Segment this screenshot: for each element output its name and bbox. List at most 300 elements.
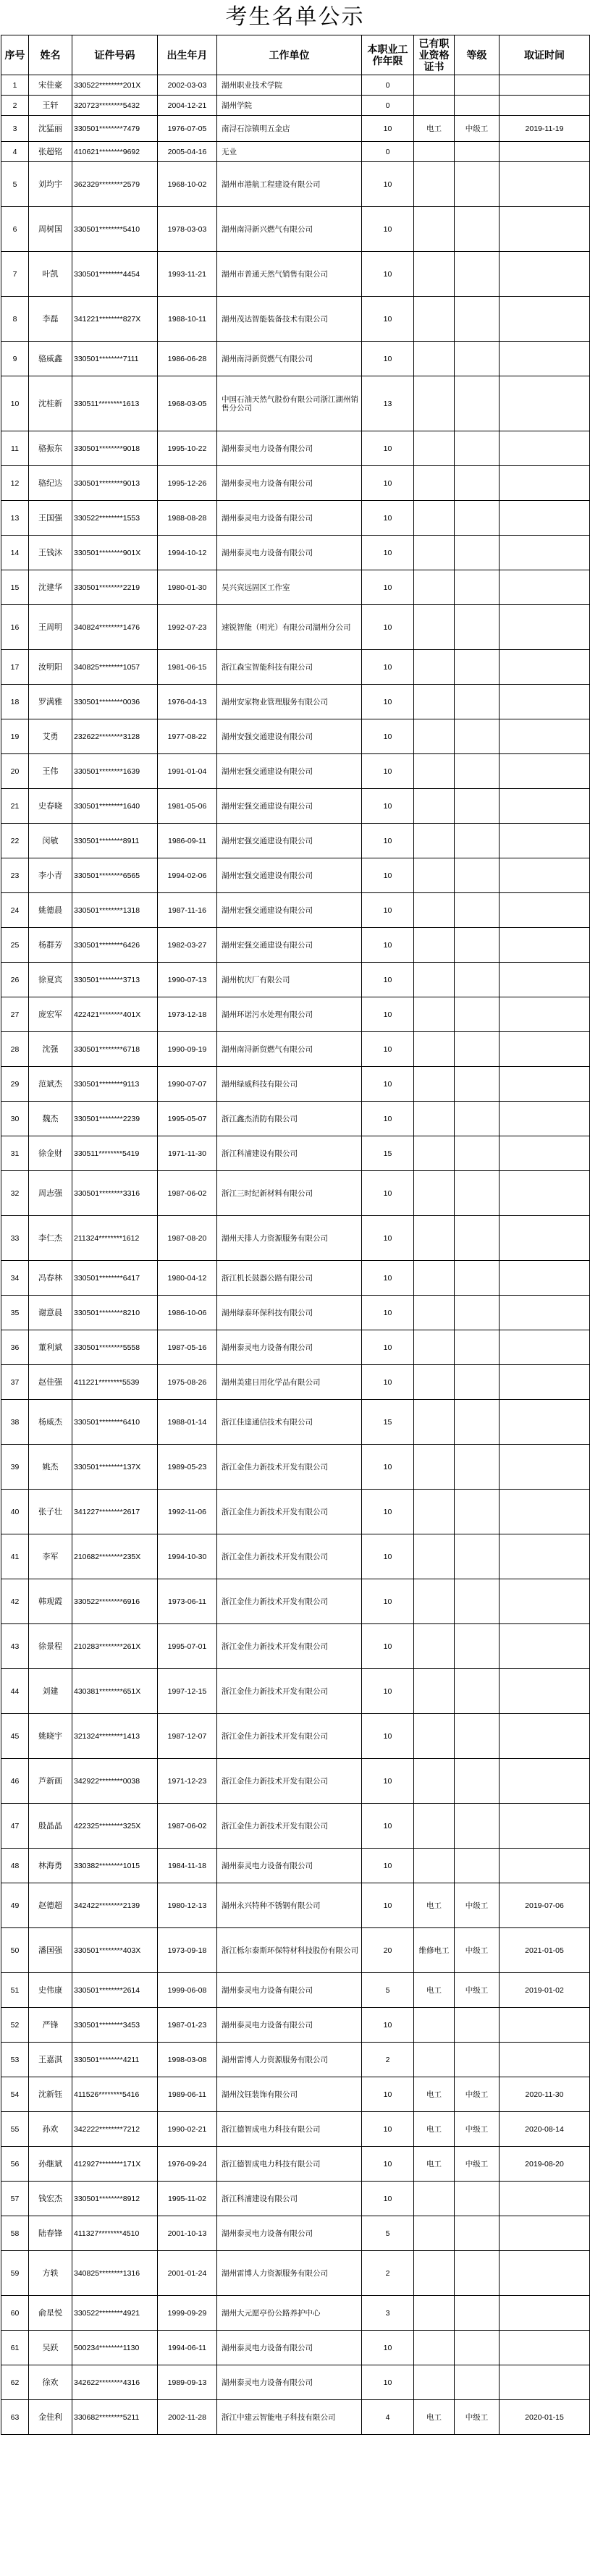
cell-existing-certificate: [414, 1714, 455, 1759]
cell-employer: 湖州宏强交通建设有限公司: [217, 754, 362, 789]
cell-index: 22: [1, 824, 29, 858]
cell-cert-date: [500, 2296, 590, 2331]
cell-name: 史春晓: [29, 789, 72, 824]
cell-index: 25: [1, 928, 29, 963]
cell-employer: 浙江德智成电力科技有限公司: [217, 2147, 362, 2182]
cell-employer: 浙江中建云智能电子科技有限公司: [217, 2400, 362, 2435]
cell-employer: 浙江机长鼓器公路有限公司: [217, 1261, 362, 1296]
cell-birth-date: 1987-11-16: [158, 893, 217, 928]
cell-existing-certificate: [414, 1490, 455, 1534]
page-title: 考生名单公示: [225, 4, 365, 30]
cell-index: 42: [1, 1579, 29, 1624]
cell-id-number: 422325********325X: [72, 1804, 158, 1849]
cell-id-number: 330522********6916: [72, 1579, 158, 1624]
cell-work-years: 10: [362, 1445, 414, 1490]
cell-level: [455, 1261, 500, 1296]
table-row: [1, 1067, 590, 1102]
cell-birth-date: 1971-12-23: [158, 1759, 217, 1804]
cell-level: [455, 824, 500, 858]
cell-index: 60: [1, 2296, 29, 2331]
cell-id-number: 330501********7111: [72, 342, 158, 376]
cell-birth-date: 1994-02-06: [158, 858, 217, 893]
cell-work-years: 10: [362, 570, 414, 605]
cell-level: [455, 2251, 500, 2296]
cell-cert-date: [500, 501, 590, 536]
cell-name: 杨群芳: [29, 928, 72, 963]
table-row: [1, 963, 590, 997]
cell-index: 40: [1, 1490, 29, 1534]
cell-work-years: 10: [362, 1804, 414, 1849]
cell-level: [455, 1624, 500, 1669]
cell-index: 8: [1, 297, 29, 342]
cell-employer: 浙江金佳力新技术开发有限公司: [217, 1445, 362, 1490]
cell-name: 杨威杰: [29, 1400, 72, 1445]
cell-birth-date: 1984-11-18: [158, 1849, 217, 1883]
cell-cert-date: [500, 824, 590, 858]
cell-name: 姚杰: [29, 1445, 72, 1490]
cell-work-years: 10: [362, 997, 414, 1032]
table-row: [1, 1261, 590, 1296]
cell-employer: 湖州茂达智能装备技术有限公司: [217, 297, 362, 342]
cell-employer: 湖州泰灵电力设备有限公司: [217, 2331, 362, 2365]
cell-existing-certificate: [414, 376, 455, 431]
cell-birth-date: 1973-09-18: [158, 1928, 217, 1973]
cell-employer: 吴兴宾远固区工作室: [217, 570, 362, 605]
cell-id-number: 330501********8912: [72, 2182, 158, 2216]
cell-name: 王国强: [29, 501, 72, 536]
cell-level: [455, 605, 500, 650]
cell-id-number: 330682********5211: [72, 2400, 158, 2435]
cell-work-years: 10: [362, 1624, 414, 1669]
cell-work-years: 15: [362, 1400, 414, 1445]
cell-employer: 浙江鑫杰消防有限公司: [217, 1102, 362, 1136]
cell-birth-date: 1981-06-15: [158, 650, 217, 685]
cell-employer: 浙江科浦建设有限公司: [217, 2182, 362, 2216]
cell-id-number: 330511********5419: [72, 1136, 158, 1171]
table-row: [1, 376, 590, 431]
cell-work-years: 2: [362, 2043, 414, 2077]
cell-index: 30: [1, 1102, 29, 1136]
cell-cert-date: [500, 1102, 590, 1136]
cell-work-years: 10: [362, 1032, 414, 1067]
cell-index: 10: [1, 376, 29, 431]
cell-existing-certificate: [414, 1261, 455, 1296]
cell-level: [455, 376, 500, 431]
cell-index: 7: [1, 252, 29, 297]
table-header-row: [1, 35, 590, 75]
cell-cert-date: [500, 719, 590, 754]
cell-name: 冯春林: [29, 1261, 72, 1296]
cell-level: [455, 1804, 500, 1849]
cell-name: 严锋: [29, 2008, 72, 2043]
cell-level: [455, 893, 500, 928]
cell-id-number: 341227********2617: [72, 1490, 158, 1534]
cell-cert-date: [500, 536, 590, 570]
cell-level: [455, 1534, 500, 1579]
cell-id-number: 330522********201X: [72, 75, 158, 96]
cell-index: 14: [1, 536, 29, 570]
cell-index: 28: [1, 1032, 29, 1067]
cell-employer: 湖州南浔新兴燃气有限公司: [217, 207, 362, 252]
cell-name: 俞星悦: [29, 2296, 72, 2331]
cell-id-number: 330501********137X: [72, 1445, 158, 1490]
cell-name: 董利斌: [29, 1330, 72, 1365]
cell-id-number: 330522********1553: [72, 501, 158, 536]
table-row: [1, 1759, 590, 1804]
cell-level: [455, 96, 500, 116]
cell-work-years: 10: [362, 2182, 414, 2216]
cell-birth-date: 1987-05-16: [158, 1330, 217, 1365]
cell-employer: 湖州杭庆厂有限公司: [217, 963, 362, 997]
cell-existing-certificate: [414, 536, 455, 570]
cell-birth-date: 1989-05-23: [158, 1445, 217, 1490]
cell-level: [455, 536, 500, 570]
cell-existing-certificate: 电工: [414, 1973, 455, 2008]
cell-index: 34: [1, 1261, 29, 1296]
table-row: [1, 536, 590, 570]
cell-birth-date: 1995-10-22: [158, 431, 217, 466]
table-row: [1, 1849, 590, 1883]
table-row: [1, 2112, 590, 2147]
cell-name: 叶凯: [29, 252, 72, 297]
table-row: [1, 2216, 590, 2251]
cell-work-years: 10: [362, 501, 414, 536]
table-row: [1, 2008, 590, 2043]
cell-index: 18: [1, 685, 29, 719]
table-row: [1, 1883, 590, 1928]
cell-work-years: 10: [362, 466, 414, 501]
cell-existing-certificate: 电工: [414, 2077, 455, 2112]
table-row: [1, 1400, 590, 1445]
cell-work-years: 10: [362, 928, 414, 963]
cell-level: [455, 1759, 500, 1804]
cell-id-number: 330501********3713: [72, 963, 158, 997]
table-row: [1, 893, 590, 928]
cell-name: 周树国: [29, 207, 72, 252]
header-work-years: 本职业工作年限: [362, 35, 414, 75]
cell-work-years: 10: [362, 963, 414, 997]
cell-id-number: 330511********1613: [72, 376, 158, 431]
cell-id-number: 330382********1015: [72, 1849, 158, 1883]
cell-work-years: 10: [362, 342, 414, 376]
table-row: [1, 2251, 590, 2296]
cell-index: 29: [1, 1067, 29, 1102]
cell-name: 骆纪达: [29, 466, 72, 501]
cell-level: [455, 928, 500, 963]
cell-cert-date: [500, 963, 590, 997]
cell-work-years: 10: [362, 789, 414, 824]
cell-work-years: 5: [362, 1973, 414, 2008]
cell-existing-certificate: 电工: [414, 2112, 455, 2147]
cell-work-years: 2: [362, 2251, 414, 2296]
cell-existing-certificate: [414, 1330, 455, 1365]
table-row: [1, 1490, 590, 1534]
cell-id-number: 330501********0036: [72, 685, 158, 719]
cell-cert-date: [500, 1534, 590, 1579]
cell-work-years: 10: [362, 1067, 414, 1102]
cell-work-years: 0: [362, 75, 414, 96]
cell-cert-date: [500, 162, 590, 207]
cell-birth-date: 1995-05-07: [158, 1102, 217, 1136]
cell-level: [455, 858, 500, 893]
cell-id-number: 411327********4510: [72, 2216, 158, 2251]
cell-id-number: 330501********1639: [72, 754, 158, 789]
cell-existing-certificate: [414, 893, 455, 928]
cell-birth-date: 1988-08-28: [158, 501, 217, 536]
cell-index: 5: [1, 162, 29, 207]
header-employer: 工作单位: [217, 35, 362, 75]
cell-cert-date: [500, 789, 590, 824]
cell-level: [455, 650, 500, 685]
cell-name: 李小青: [29, 858, 72, 893]
cell-employer: 湖州泰灵电力设备有限公司: [217, 431, 362, 466]
cell-existing-certificate: [414, 719, 455, 754]
cell-index: 55: [1, 2112, 29, 2147]
table-row: [1, 1973, 590, 2008]
cell-employer: 湖州宏强交通建设有限公司: [217, 824, 362, 858]
cell-work-years: 10: [362, 1171, 414, 1216]
cell-name: 李仁杰: [29, 1216, 72, 1261]
cell-birth-date: 1992-07-23: [158, 605, 217, 650]
cell-level: [455, 162, 500, 207]
cell-existing-certificate: 电工: [414, 1883, 455, 1928]
cell-id-number: 321324********1413: [72, 1714, 158, 1759]
cell-index: 35: [1, 1296, 29, 1330]
cell-employer: 湖州永兴特种不锈钢有限公司: [217, 1883, 362, 1928]
cell-index: 33: [1, 1216, 29, 1261]
cell-employer: 浙江科浦建设有限公司: [217, 1136, 362, 1171]
cell-level: 中级工: [455, 2147, 500, 2182]
cell-employer: 浙江栎尔泰斯环保特材科技股份有限公司: [217, 1928, 362, 1973]
cell-id-number: 330501********5410: [72, 207, 158, 252]
cell-birth-date: 1980-12-13: [158, 1883, 217, 1928]
cell-existing-certificate: [414, 1136, 455, 1171]
cell-cert-date: [500, 376, 590, 431]
cell-name: 沈建华: [29, 570, 72, 605]
cell-name: 李军: [29, 1534, 72, 1579]
table-row: [1, 207, 590, 252]
cell-id-number: 330501********2614: [72, 1973, 158, 2008]
cell-name: 徐欢: [29, 2365, 72, 2400]
cell-level: [455, 1365, 500, 1400]
cell-existing-certificate: [414, 754, 455, 789]
table-row: [1, 342, 590, 376]
cell-employer: 湖州泰灵电力设备有限公司: [217, 536, 362, 570]
cell-work-years: 10: [362, 1365, 414, 1400]
cell-employer: 湖州大元愿亭份公路养护中心: [217, 2296, 362, 2331]
header-level: 等级: [455, 35, 500, 75]
cell-existing-certificate: 维修电工: [414, 1928, 455, 1973]
cell-name: 王嘉淇: [29, 2043, 72, 2077]
cell-birth-date: 1992-11-06: [158, 1490, 217, 1534]
cell-index: 56: [1, 2147, 29, 2182]
cell-id-number: 210283********261X: [72, 1624, 158, 1669]
cell-level: [455, 1579, 500, 1624]
cell-name: 沈猛丽: [29, 116, 72, 142]
table-row: [1, 1365, 590, 1400]
cell-id-number: 362329********2579: [72, 162, 158, 207]
cell-work-years: 5: [362, 2216, 414, 2251]
cell-employer: 南浔石淙镇明五金店: [217, 116, 362, 142]
cell-cert-date: [500, 893, 590, 928]
cell-birth-date: 1990-07-07: [158, 1067, 217, 1102]
cell-cert-date: [500, 2043, 590, 2077]
table-row: [1, 2182, 590, 2216]
cell-cert-date: [500, 297, 590, 342]
table-row: [1, 754, 590, 789]
cell-cert-date: [500, 2331, 590, 2365]
cell-index: 6: [1, 207, 29, 252]
table-row: [1, 685, 590, 719]
cell-employer: 浙江德智成电力科技有限公司: [217, 2112, 362, 2147]
cell-birth-date: 1971-11-30: [158, 1136, 217, 1171]
cell-level: [455, 1490, 500, 1534]
cell-existing-certificate: [414, 2365, 455, 2400]
cell-work-years: 10: [362, 1490, 414, 1534]
cell-name: 徐金财: [29, 1136, 72, 1171]
cell-index: 50: [1, 1928, 29, 1973]
cell-id-number: 342422********2139: [72, 1883, 158, 1928]
cell-index: 46: [1, 1759, 29, 1804]
cell-name: 闵敏: [29, 824, 72, 858]
cell-existing-certificate: [414, 2331, 455, 2365]
cell-level: 中级工: [455, 2400, 500, 2435]
cell-work-years: 10: [362, 893, 414, 928]
cell-name: 周志强: [29, 1171, 72, 1216]
cell-level: [455, 501, 500, 536]
cell-id-number: 342222********7212: [72, 2112, 158, 2147]
cell-birth-date: 1987-01-23: [158, 2008, 217, 2043]
cell-employer: 湖州宏强交通建设有限公司: [217, 858, 362, 893]
cell-index: 54: [1, 2077, 29, 2112]
cell-work-years: 10: [362, 116, 414, 142]
cell-birth-date: 1994-10-30: [158, 1534, 217, 1579]
cell-employer: 浙江金佳力新技术开发有限公司: [217, 1490, 362, 1534]
table-row: [1, 162, 590, 207]
cell-employer: 湖州美建日用化学品有限公司: [217, 1365, 362, 1400]
cell-id-number: 330501********2239: [72, 1102, 158, 1136]
table-row: [1, 997, 590, 1032]
cell-level: 中级工: [455, 1928, 500, 1973]
cell-name: 王伟: [29, 754, 72, 789]
table-row: [1, 1534, 590, 1579]
cell-cert-date: [500, 1330, 590, 1365]
cell-employer: 浙江三时纪新材料有限公司: [217, 1171, 362, 1216]
cell-name: 骆威鑫: [29, 342, 72, 376]
table-row: [1, 466, 590, 501]
cell-employer: 无业: [217, 142, 362, 162]
cell-cert-date: 2021-01-05: [500, 1928, 590, 1973]
cell-name: 张子壮: [29, 1490, 72, 1534]
cell-cert-date: [500, 207, 590, 252]
cell-index: 32: [1, 1171, 29, 1216]
cell-employer: 湖州南浔新贸燃气有限公司: [217, 342, 362, 376]
cell-cert-date: [500, 1067, 590, 1102]
cell-cert-date: [500, 1714, 590, 1759]
cell-name: 姚晓宇: [29, 1714, 72, 1759]
table-row: [1, 570, 590, 605]
cell-name: 沈桂新: [29, 376, 72, 431]
cell-cert-date: [500, 1445, 590, 1490]
cell-cert-date: [500, 466, 590, 501]
cell-cert-date: [500, 1669, 590, 1714]
cell-existing-certificate: [414, 1296, 455, 1330]
cell-employer: 湖州绿威科技有限公司: [217, 1067, 362, 1102]
cell-work-years: 15: [362, 1136, 414, 1171]
cell-cert-date: [500, 2008, 590, 2043]
cell-name: 沈强: [29, 1032, 72, 1067]
cell-cert-date: [500, 1296, 590, 1330]
cell-name: 殷晶晶: [29, 1804, 72, 1849]
cell-existing-certificate: [414, 207, 455, 252]
cell-id-number: 410621********9692: [72, 142, 158, 162]
cell-employer: 湖州南浔新贸燃气有限公司: [217, 1032, 362, 1067]
cell-level: [455, 719, 500, 754]
cell-existing-certificate: [414, 2296, 455, 2331]
cell-index: 13: [1, 501, 29, 536]
cell-id-number: 232622********3128: [72, 719, 158, 754]
cell-birth-date: 1968-10-02: [158, 162, 217, 207]
cell-existing-certificate: [414, 2216, 455, 2251]
cell-id-number: 330501********9018: [72, 431, 158, 466]
cell-birth-date: 1994-10-12: [158, 536, 217, 570]
cell-level: [455, 2365, 500, 2400]
cell-existing-certificate: [414, 928, 455, 963]
cell-birth-date: 1986-10-06: [158, 1296, 217, 1330]
cell-employer: 湖州雷博人力资源服务有限公司: [217, 2251, 362, 2296]
cell-id-number: 330501********8210: [72, 1296, 158, 1330]
cell-work-years: 10: [362, 1216, 414, 1261]
cell-birth-date: 1968-03-05: [158, 376, 217, 431]
cell-index: 4: [1, 142, 29, 162]
cell-cert-date: [500, 142, 590, 162]
cell-birth-date: 1999-09-29: [158, 2296, 217, 2331]
cell-index: 58: [1, 2216, 29, 2251]
cell-index: 41: [1, 1534, 29, 1579]
cell-level: [455, 1669, 500, 1714]
cell-work-years: 20: [362, 1928, 414, 1973]
cell-cert-date: [500, 1490, 590, 1534]
cell-cert-date: [500, 1400, 590, 1445]
cell-existing-certificate: [414, 1032, 455, 1067]
cell-index: 31: [1, 1136, 29, 1171]
cell-index: 62: [1, 2365, 29, 2400]
cell-id-number: 430381********651X: [72, 1669, 158, 1714]
cell-existing-certificate: [414, 501, 455, 536]
cell-cert-date: [500, 605, 590, 650]
cell-level: [455, 1296, 500, 1330]
cell-employer: 湖州泰灵电力设备有限公司: [217, 2365, 362, 2400]
table-row: [1, 116, 590, 142]
cell-work-years: 3: [362, 2296, 414, 2331]
cell-cert-date: [500, 2251, 590, 2296]
table-row: [1, 824, 590, 858]
cell-index: 16: [1, 605, 29, 650]
cell-cert-date: [500, 1216, 590, 1261]
cell-level: [455, 997, 500, 1032]
cell-birth-date: 1987-06-02: [158, 1171, 217, 1216]
cell-employer: 浙江金佳力新技术开发有限公司: [217, 1579, 362, 1624]
cell-birth-date: 1990-07-13: [158, 963, 217, 997]
table-body: [1, 75, 590, 2435]
cell-index: 26: [1, 963, 29, 997]
cell-birth-date: 1990-02-21: [158, 2112, 217, 2147]
cell-cert-date: [500, 1136, 590, 1171]
cell-birth-date: 1987-12-07: [158, 1714, 217, 1759]
cell-name: 谢意晨: [29, 1296, 72, 1330]
cell-id-number: 422421********401X: [72, 997, 158, 1032]
cell-birth-date: 2002-11-28: [158, 2400, 217, 2435]
